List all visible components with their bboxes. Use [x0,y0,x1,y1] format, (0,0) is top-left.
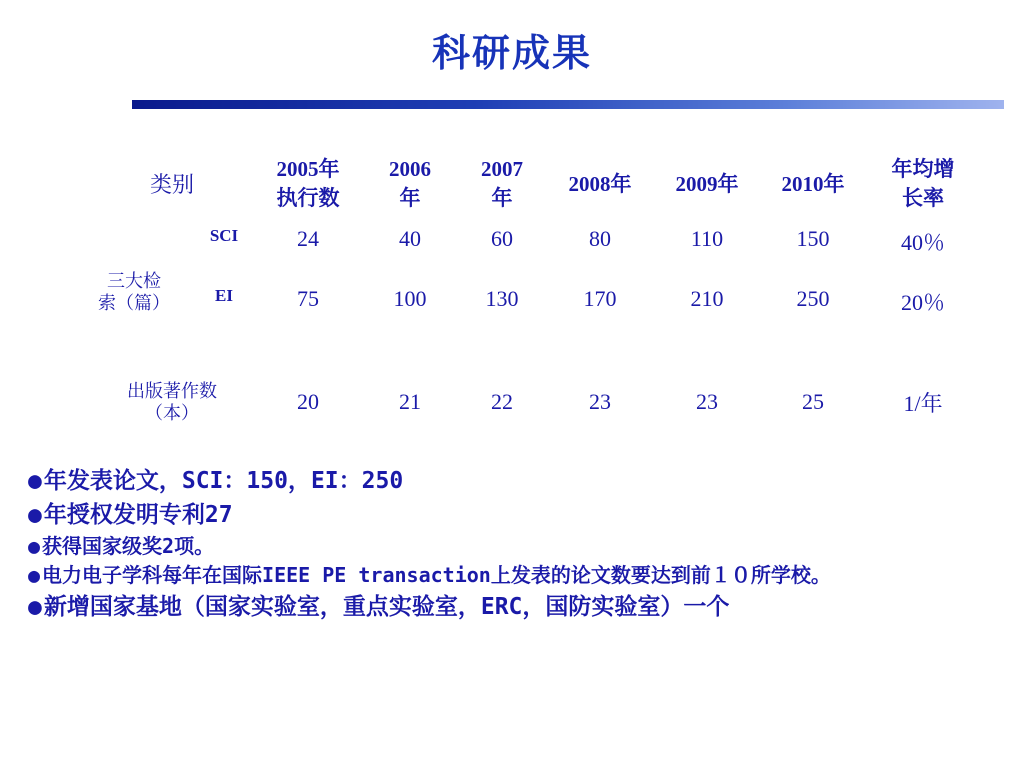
bullet-item [28,532,1008,561]
table-cell: 20 [297,389,320,414]
table-cell: 21 [399,389,422,414]
title-underline-bar [132,100,1004,109]
group-label-three-indexes: 三大检 索（篇） [98,271,170,313]
header-2010: 2010年 [781,171,845,196]
table-cell: 60 [491,226,514,251]
table-cell: 150 [796,226,830,251]
table-cell: 40 [399,226,422,251]
bullet-dot-icon: ● [28,534,41,558]
table-cell: 23 [589,389,612,414]
row-label-sci: SCI [209,226,239,245]
bullet-text: 年发表论文，SCI：150，EI：250 [43,468,404,494]
table-cell: 110 [690,226,724,251]
header-2007: 2007 年 [481,157,524,210]
table-cell: 100 [393,286,427,311]
bullet-dot-icon: ● [28,594,42,620]
bullet-item [28,498,1008,532]
table-cell: 75 [297,286,320,311]
table-row-ei [82,268,972,362]
header-growth-rate: 年均增 长率 [891,157,955,210]
table-cell: 250 [796,286,830,311]
bullet-dot-icon: ● [28,468,42,494]
bullet-text: 获得国家级奖2项。 [42,534,215,558]
bullet-item [28,464,1008,498]
header-category: 类别 [150,171,195,197]
table-cell: 22 [491,389,514,414]
table-header-row [82,146,972,222]
table-cell: 130 [485,286,519,311]
table-cell: 25 [802,389,825,414]
table-cell: 40％ [901,230,946,255]
header-2009: 2009年 [675,171,739,196]
header-2008: 2008年 [568,171,632,196]
bullet-item [28,590,1008,624]
bullet-item [28,561,1008,590]
table-cell: 1/年 [903,390,943,416]
table-cell: 170 [583,286,617,311]
row-label-publications: 出版著作数 （本） [127,381,217,423]
header-2005: 2005年 执行数 [276,157,340,210]
header-2006: 2006 年 [389,157,432,210]
table-cell: 20％ [901,290,946,315]
table-cell: 210 [690,286,724,311]
table-row-sci [82,222,972,268]
table-row-publications [82,362,972,442]
bullet-text: 新增国家基地（国家实验室，重点实验室，ERC，国防实验室）一个 [43,594,730,620]
research-results-table [82,146,972,442]
bullet-list [28,464,1008,624]
table-cell: 23 [696,389,719,414]
table-cell: 80 [589,226,612,251]
bullet-text: 年授权发明专利27 [43,502,233,528]
bullet-dot-icon: ● [28,563,41,587]
row-label-ei: EI [215,286,233,305]
bullet-dot-icon: ● [28,502,42,528]
slide-title: 科研成果 [431,30,592,75]
bullet-text: 电力电子学科每年在国际IEEE PE transaction上发表的论文数要达到前１０所学校。 [42,563,831,587]
table-cell: 24 [297,226,320,251]
